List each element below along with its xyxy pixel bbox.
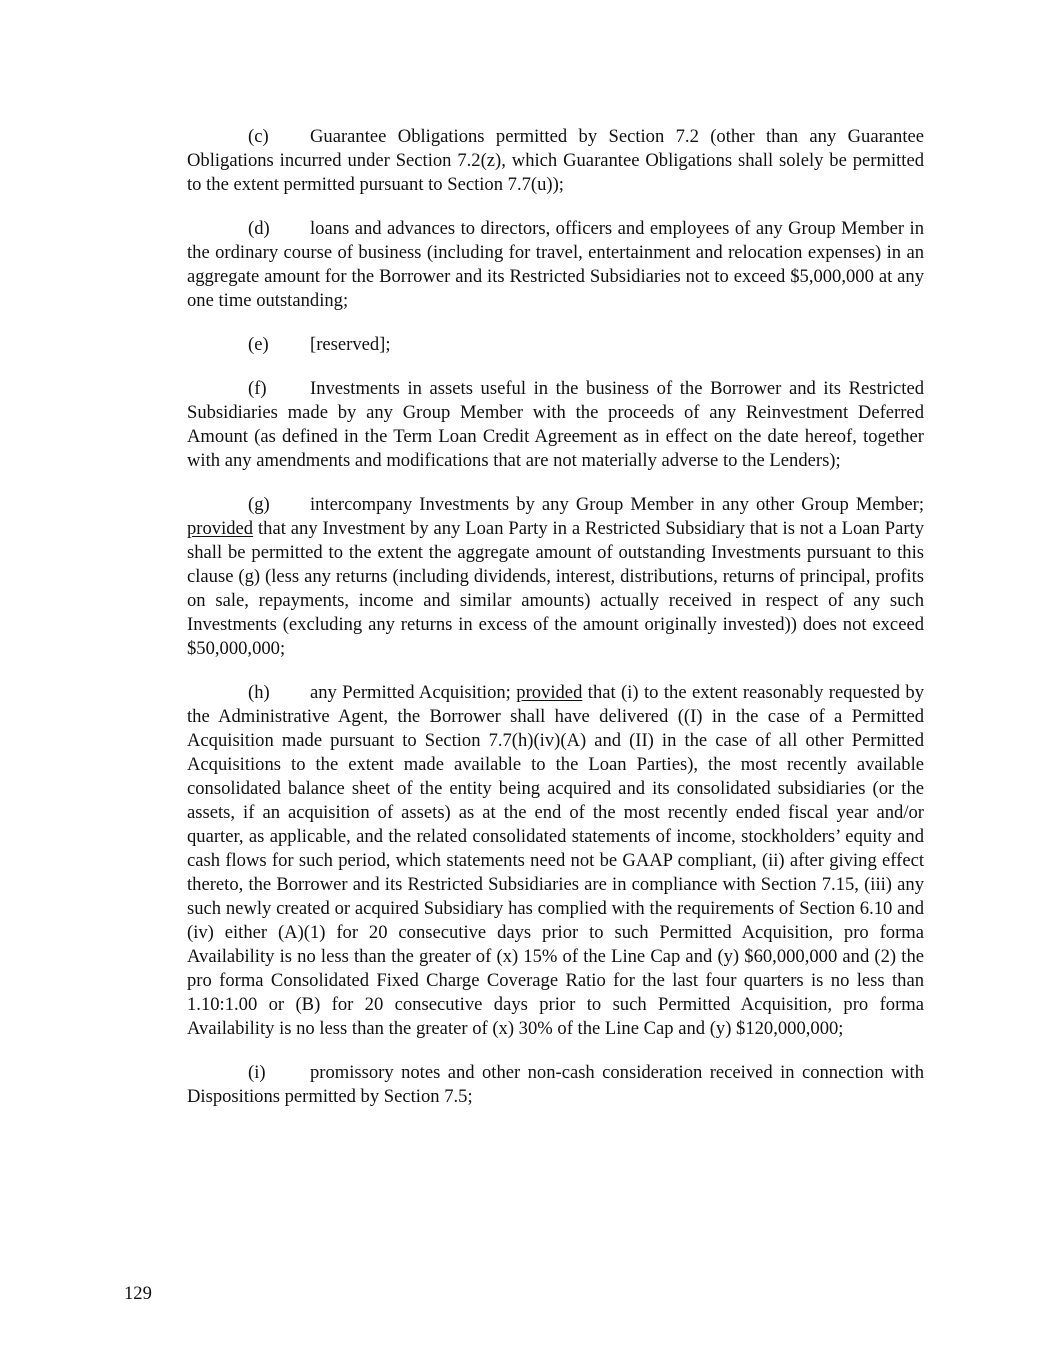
paragraph-c [187, 125, 924, 197]
clause-text: [reserved]; [310, 334, 391, 355]
clause-label: (i) [248, 1062, 266, 1083]
clause-text-continued: that any Investment by any Loan Party in a Restricted Subsidiary that is not a Loan Party shall be permitted to the extent the aggregate amount of outstanding Investments pursuant to this clause (g) (less any returns (including dividends, interest, distributions, returns of principal, profits on sale, repayments, income and similar amounts) actually received in respect of any such Investments (excluding any returns in excess of the amount originally invested)) does not exceed $50,000,000; [187, 518, 924, 659]
clause-text: Guarantee Obligations permitted by Section 7.2 (other than any Guarantee Obligations incurred under Section 7.2(z), which Guarantee Obligations shall solely be permitted to the extent permitted pursuant to Section 7.7(u)); [187, 126, 924, 195]
clause-text: Investments in assets useful in the business of the Borrower and its Restricted Subsidiaries made by any Group Member with the proceeds of any Reinvestment Deferred Amount (as defined in the Term Loan Credit Agreement as in effect on the date hereof, together with any amendments and modifications that are not materially adverse to the Lenders); [187, 378, 924, 471]
clause-text: intercompany Investments by any Group Member in any other Group Member; [310, 494, 924, 515]
clause-text-continued: that (i) to the extent reasonably requested by the Administrative Agent, the Borrower shall have delivered ((I) in the case of a Permitted Acquisition made pursuant to Section 7.7(h)(iv)(A) and (II) in the case of all other Permitted Acquisitions to the extent made available to the Loan Parties), the most recently available consolidated balance sheet of the entity being acquired and its consolidated subsidiaries (or the assets, if an acquisition of assets) as at the end of the most recently ended fiscal year and/or quarter, as applicable, and the related consolidated statements of income, stockholders’ equity and cash flows for such period, which statements need not be GAAP compliant, (ii) after giving effect thereto, the Borrower and its Restricted Subsidiaries are in compliance with Section 7.15, (iii) any such newly created or acquired Subsidiary has complied with the requirements of Section 6.10 and (iv) either (A)(1) for 20 consecutive days prior to such Permitted Acquisition, pro forma Availability is no less than the greater of (x) 15% of the Line Cap and (y) $60,000,000 and (2) the pro forma Consolidated Fixed Charge Coverage Ratio for the last four quarters is no less than 1.10:1.00 or (B) for 20 consecutive days prior to such Permitted Acquisition, pro forma Availability is no less than the greater of (x) 30% of the Line Cap and (y) $120,000,000; [187, 682, 925, 1039]
clause-label: (d) [248, 218, 270, 239]
clause-label: (g) [248, 494, 270, 515]
document-body [187, 125, 924, 1129]
clause-text: any Permitted Acquisition; [310, 682, 517, 703]
paragraph-e [187, 333, 924, 357]
page-number: 129 [124, 1283, 152, 1304]
clause-label: (h) [248, 682, 270, 703]
clause-label: (e) [248, 334, 269, 355]
clause-text: promissory notes and other non-cash consideration received in connection with Dispositions permitted by Section 7.5; [187, 1062, 924, 1107]
clause-label: (f) [248, 378, 267, 399]
paragraph-g [187, 493, 924, 661]
paragraph-h [187, 681, 924, 1041]
paragraph-d [187, 217, 924, 313]
clause-text: loans and advances to directors, officers and employees of any Group Member in the ordinary course of business (including for travel, entertainment and relocation expenses) in an aggregate amount for the Borrower and its Restricted Subsidiaries not to exceed $5,000,000 at any one time outstanding; [187, 218, 924, 311]
provided-term: provided [516, 682, 583, 703]
paragraph-i [187, 1061, 924, 1109]
paragraph-f [187, 377, 924, 473]
clause-label: (c) [248, 126, 269, 147]
provided-term: provided [187, 518, 254, 539]
